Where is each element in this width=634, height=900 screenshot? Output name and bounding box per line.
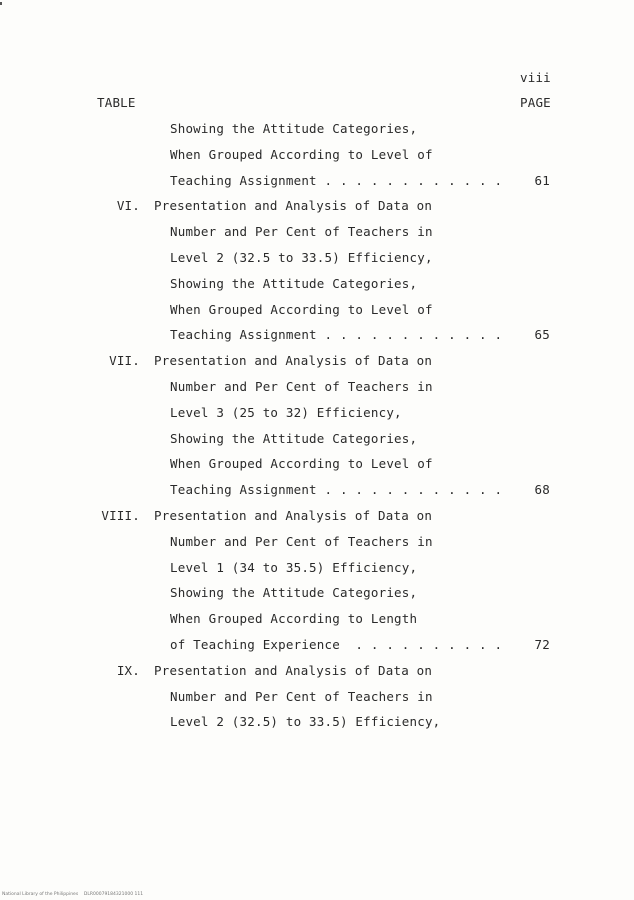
entry-line: Level 2 (32.5 to 33.5) Efficiency,: [170, 250, 433, 265]
entry-line: Showing the Attitude Categories,: [170, 430, 418, 446]
entry-line: When Grouped According to Level of: [170, 146, 433, 162]
entry-line: of Teaching Experience . . . . . . . . . .: [170, 637, 503, 652]
entry-line: Level 1 (34 to 35.5) Efficiency,: [170, 559, 418, 575]
entry-line: Teaching Assignment . . . . . . . . . . . .: [170, 172, 503, 188]
entry-title-line: Presentation and Analysis of Data on: [154, 353, 433, 369]
entry-line: Number and Per Cent of Teachers in: [170, 379, 433, 394]
entry-number: VI.: [116, 198, 140, 214]
entry-line: Showing the Attitude Categories,: [170, 121, 418, 136]
entry-line: Level 3 (25 to 32) Efficiency,: [170, 404, 402, 420]
entry-line: When Grouped According to Level of: [170, 456, 433, 472]
entry-title-line: Presentation and Analysis of Data on: [154, 662, 433, 678]
entry-line: Teaching Assignment . . . . . . . . . . . .: [170, 327, 503, 343]
entry-line: Showing the Attitude Categories,: [170, 275, 418, 291]
footer-text: National Library of the Philippines DLR00079184321000 111: [2, 892, 144, 897]
entry-line: Level 2 (32.5) to 33.5) Efficiency,: [170, 714, 441, 730]
scan-mark: [0, 2, 2, 5]
entry-title-line: Presentation and Analysis of Data on: [154, 508, 433, 523]
entry-line: Number and Per Cent of Teachers in: [170, 688, 433, 704]
entry-line: Number and Per Cent of Teachers in: [170, 224, 433, 240]
page-column-label: PAGE: [520, 95, 551, 110]
entry-number: IX.: [116, 662, 140, 678]
entry-line: Teaching Assignment . . . . . . . . . . . .: [170, 482, 503, 498]
entry-line: When Grouped According to Level of: [170, 301, 433, 317]
entry-page-number: 61: [534, 172, 550, 188]
entry-line: Number and Per Cent of Teachers in: [170, 533, 433, 549]
entry-line: When Grouped According to Length: [170, 611, 418, 627]
entry-title-line: Presentation and Analysis of Data on: [154, 198, 433, 214]
entry-page-number: 65: [534, 327, 550, 343]
entry-page-number: 72: [534, 637, 550, 652]
entry-page-number: 68: [534, 482, 550, 498]
page-number: viii: [520, 70, 551, 85]
entry-number: VII.: [109, 353, 140, 369]
entry-line: Showing the Attitude Categories,: [170, 585, 418, 601]
table-column-label: TABLE: [97, 95, 136, 110]
entry-number: VIII.: [101, 508, 140, 523]
